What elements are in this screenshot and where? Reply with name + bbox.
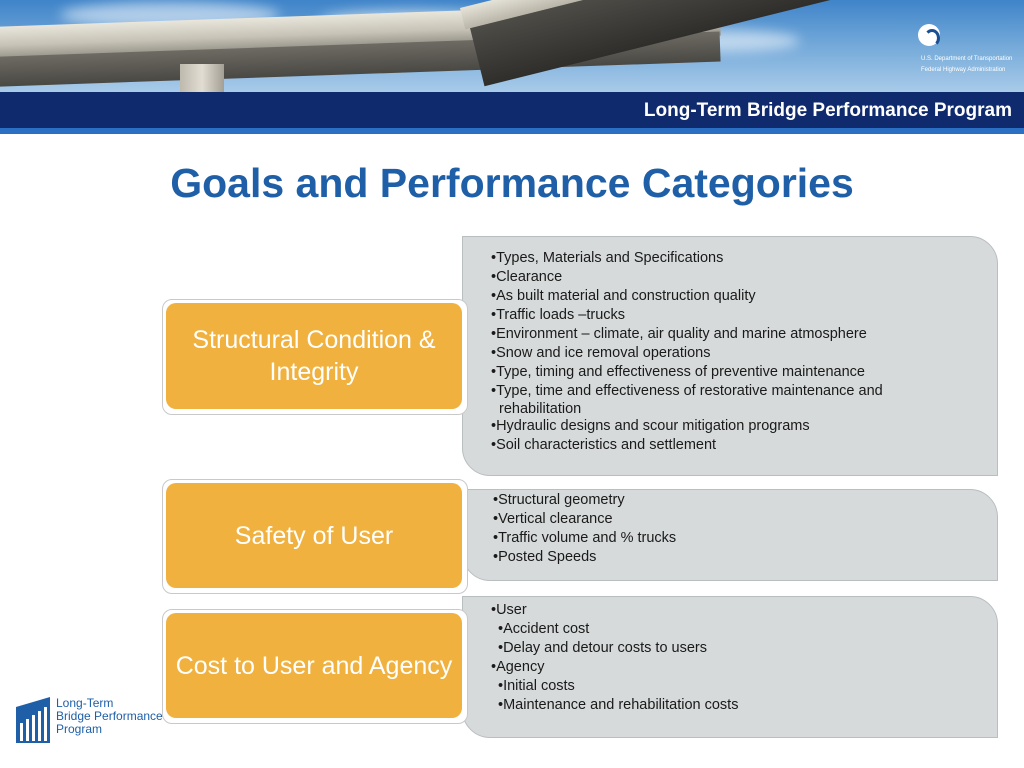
program-title: Long-Term Bridge Performance Program <box>643 100 1012 121</box>
detail-item: •Types, Materials and Specifications <box>491 250 724 266</box>
detail-item: •Maintenance and rehabilitation costs <box>498 697 739 713</box>
detail-item: •Environment – climate, air quality and marine atmosphere <box>491 326 867 342</box>
logo-line-1: Long-Term <box>56 696 114 710</box>
detail-item: •As built material and construction quality <box>491 288 756 304</box>
category-safety-of-user: Safety of User <box>166 483 462 588</box>
detail-item: •Delay and detour costs to users <box>498 640 707 656</box>
detail-item: rehabilitation <box>499 401 582 417</box>
detail-item: •Traffic loads –trucks <box>491 307 626 323</box>
detail-item: •Accident cost <box>498 621 590 637</box>
detail-item: •Snow and ice removal operations <box>491 345 711 361</box>
dot-seal-icon <box>918 24 940 46</box>
logo-line-3: Program <box>56 722 103 736</box>
detail-item: •Vertical clearance <box>493 511 613 527</box>
header-bridge-photo <box>0 0 1024 92</box>
logo-line-2: Bridge Performance <box>56 709 163 723</box>
ltbp-logo-text <box>56 697 163 736</box>
detail-item: •User <box>491 602 527 618</box>
agency-line-1: U.S. Department of Transportation <box>921 56 1013 62</box>
header-accent-stripe <box>0 128 1024 134</box>
detail-item: •Agency <box>491 659 545 675</box>
detail-item: •Traffic volume and % trucks <box>493 530 677 546</box>
agency-name <box>921 54 1012 76</box>
detail-item: •Clearance <box>491 269 563 285</box>
detail-item: •Soil characteristics and settlement <box>491 437 717 453</box>
detail-item: •Type, timing and effectiveness of preventive maintenance <box>491 364 865 380</box>
slide-title: Goals and Performance Categories <box>170 160 854 206</box>
detail-item: •Posted Speeds <box>493 549 597 565</box>
category-structural-condition: Structural Condition & Integrity <box>166 303 462 409</box>
agency-line-2: Federal Highway Administration <box>921 67 1006 73</box>
detail-item: •Initial costs <box>498 678 575 694</box>
detail-item: •Structural geometry <box>493 492 625 508</box>
category-details-cost <box>462 596 998 738</box>
category-details-safety <box>462 489 998 581</box>
category-cost-to-user: Cost to User and Agency <box>166 613 462 718</box>
detail-item: •Hydraulic designs and scour mitigation programs <box>491 418 810 434</box>
detail-item: •Type, time and effectiveness of restorative maintenance and <box>491 383 883 399</box>
category-details-structural <box>462 236 998 476</box>
ltbp-logo-icon <box>16 697 50 743</box>
